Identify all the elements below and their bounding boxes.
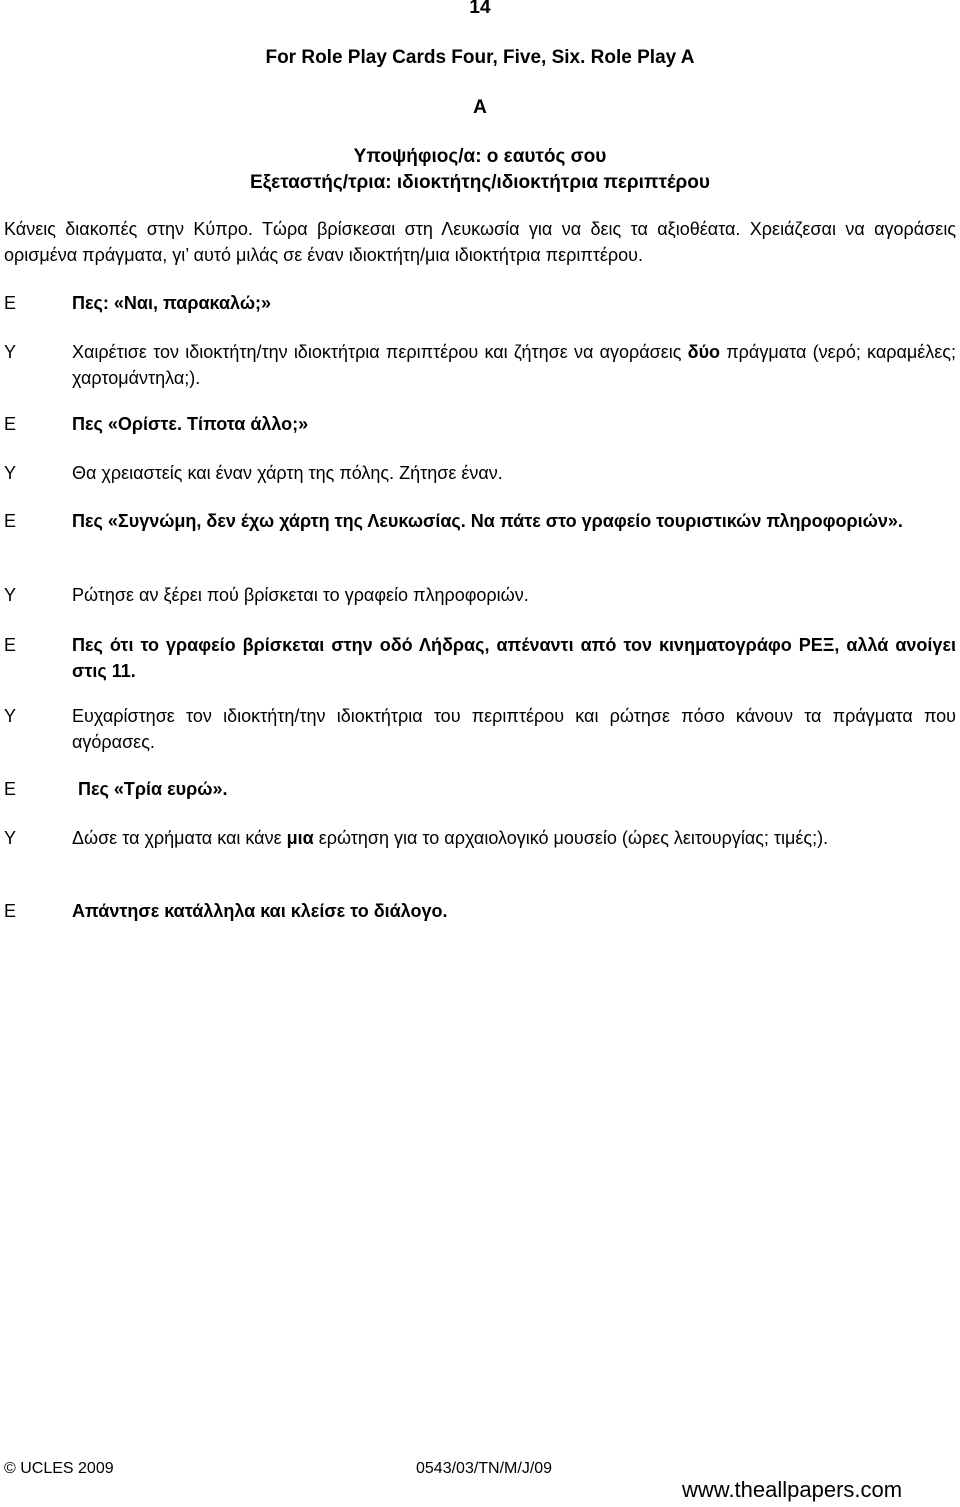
speaker-label: Υ [4,342,17,362]
candidate-line: Ρώτησε αν ξέρει πού βρίσκεται το γραφείο πληροφοριών. [72,585,529,605]
speaker-label: Ε [4,293,17,313]
candidate-line: Θα χρειαστείς και έναν χάρτη της πόλης. Ζήτησε έναν. [72,463,503,483]
speaker-label: Υ [4,585,17,605]
emphasis: μια [286,828,314,848]
page-number: 14 [469,0,491,18]
website-link[interactable]: www.theallpapers.com [682,1477,903,1502]
speaker-label: Ε [4,901,17,921]
examiner-line: Πες: «Ναι, παρακαλώ;» [72,293,272,313]
candidate-role: Υποψήφιος/α: ο εαυτός σου [353,146,607,167]
sub-heading: A [473,97,487,118]
speaker-label: Ε [4,779,17,799]
speaker-label: Υ [4,463,17,483]
paper-code: 0543/03/TN/M/J/09 [416,1460,553,1477]
examiner-line: Πες «Ορίστε. Τίποτα άλλο;» [72,414,309,434]
examiner-role: Εξεταστής/τρια: ιδιοκτήτης/ιδιοκτήτρια περιπτέρου [250,172,710,193]
candidate-line: Δώσε τα χρήματα και κάνε μια ερώτηση για το αρχαιολογικό μουσείο (ώρες λειτουργίας; τιμές;). [72,828,829,848]
speaker-label: Ε [4,414,17,434]
candidate-line: Ευχαρίστησε τον ιδιοκτήτη/την ιδιοκτήτρια του περιπτέρου και ρώτησε πόσο κάνουν τα πράγματα που αγόρασες. [72,706,956,752]
roles-block [0,144,960,196]
page-heading: For Role Play Cards Four, Five, Six. Role Play A [265,47,695,68]
speaker-label: Υ [4,706,17,726]
examiner-line: Πες «Συγνώμη, δεν έχω χάρτη της Λευκωσίας. Να πάτε στο γραφείο τουριστικών πληροφοριών». [72,511,903,531]
examiner-line: Πες ότι το γραφείο βρίσκεται στην οδό Λήδρας, απέναντι από τον κινηματογράφο ΡΕΞ, αλλά ανοίγει στις 11. [72,635,956,681]
intro-paragraph: Κάνεις διακοπές στην Κύπρο. Τώρα βρίσκεσαι στη Λευκωσία για να δεις τα αξιοθέατα. Χρειάζεσαι να αγοράσεις ορισμένα πράγματα, γι’ αυτό μιλάς σε έναν ιδιοκτήτη/μια ιδιοκτήτρια περιπτέρου. [4,219,956,265]
speaker-label: Ε [4,511,17,531]
speaker-label: Ε [4,635,17,655]
examiner-line: Πες «Τρία ευρώ». [78,779,228,799]
copyright-notice: © UCLES 2009 [4,1460,114,1477]
emphasis: δύο [687,342,721,362]
candidate-line: Χαιρέτισε τον ιδιοκτήτη/την ιδιοκτήτρια περιπτέρου και ζήτησε να αγοράσεις δύο πράγματα (νερό; καραμέλες; χαρτομάντηλα;). [72,342,956,388]
examiner-line: Απάντησε κατάλληλα και κλείσε το διάλογο. [72,901,448,921]
speaker-label: Υ [4,828,17,848]
